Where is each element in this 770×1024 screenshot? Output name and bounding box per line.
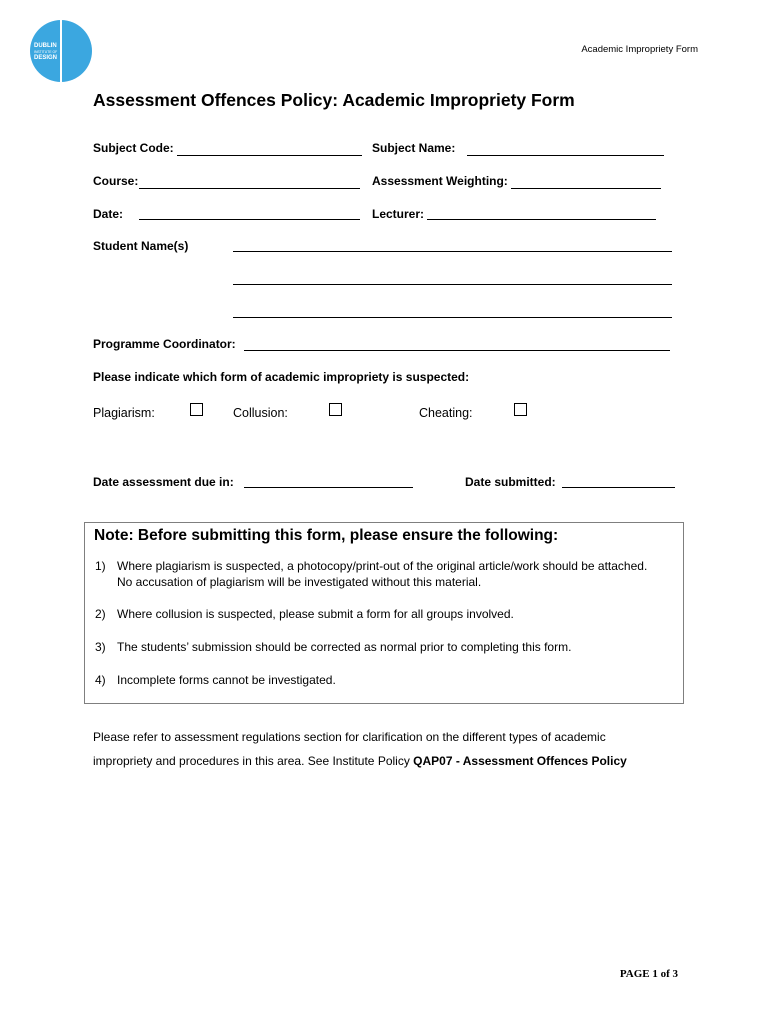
footer-line-1: Please refer to assessment regulations section for clarification on the different types of academic [93,730,606,744]
cheating-checkbox[interactable] [514,403,527,416]
date-due-field[interactable] [244,487,413,488]
student-name-field-2[interactable] [233,284,672,285]
policy-reference: QAP07 - Assessment Offences Policy [413,754,627,768]
assessment-weighting-field[interactable] [511,188,661,189]
programme-coordinator-label: Programme Coordinator: [93,337,236,351]
header-doc-label: Academic Impropriety Form [581,44,698,55]
note-item-number: 3) [95,640,106,654]
date-field[interactable] [139,219,360,220]
subject-name-field[interactable] [467,155,664,156]
date-due-label: Date assessment due in: [93,475,234,489]
institute-logo [30,20,92,82]
course-label: Course: [93,174,139,188]
note-item-text: Where collusion is suspected, please submit a form for all groups involved. [117,607,514,621]
lecturer-field[interactable] [427,219,656,220]
note-item-text: Where plagiarism is suspected, a photocopy/print-out of the original article/work should be attached. No accusation of plagiarism will be investigated without this material. [117,559,648,589]
cheating-label: Cheating: [419,406,473,420]
page-title: Assessment Offences Policy: Academic Impropriety Form [93,90,575,110]
note-heading: Note: Before submitting this form, please ensure the following: [94,527,559,544]
note-box [84,522,684,704]
note-item-text: Incomplete forms cannot be investigated. [117,673,336,687]
date-submitted-label: Date submitted: [465,475,556,489]
impropriety-question: Please indicate which form of academic impropriety is suspected: [93,370,470,384]
note-item-text: The students’ submission should be corrected as normal prior to completing this form. [117,640,572,654]
note-item-number: 1) [95,559,106,573]
programme-coordinator-field[interactable] [244,350,670,351]
date-label: Date: [93,207,124,221]
collusion-checkbox[interactable] [329,403,342,416]
course-field[interactable] [139,188,360,189]
page-number: PAGE 1 of 3 [619,968,678,980]
subject-code-label: Subject Code: [93,141,174,155]
note-item-number: 2) [95,607,106,621]
subject-name-label: Subject Name: [372,141,456,155]
logo-text-line-3: DESIGN [34,55,58,61]
student-name-field-3[interactable] [233,317,672,318]
date-submitted-field[interactable] [562,487,675,488]
note-item-number: 4) [95,673,106,687]
assessment-weighting-label: Assessment Weighting: [372,174,508,188]
lecturer-label: Lecturer: [372,207,425,221]
plagiarism-label: Plagiarism: [93,406,155,420]
student-name-field-1[interactable] [233,251,672,252]
plagiarism-checkbox[interactable] [190,403,203,416]
footer-line-2-text: impropriety and procedures in this area. See Institute Policy [93,754,414,768]
subject-code-field[interactable] [177,155,362,156]
logo-text-line-1: DUBLIN [34,43,57,49]
logo-text-line-2: INSTITUTE OF [34,50,58,54]
footer-line-2 [93,754,627,768]
collusion-label: Collusion: [233,406,288,420]
student-names-label: Student Name(s) [93,239,189,253]
